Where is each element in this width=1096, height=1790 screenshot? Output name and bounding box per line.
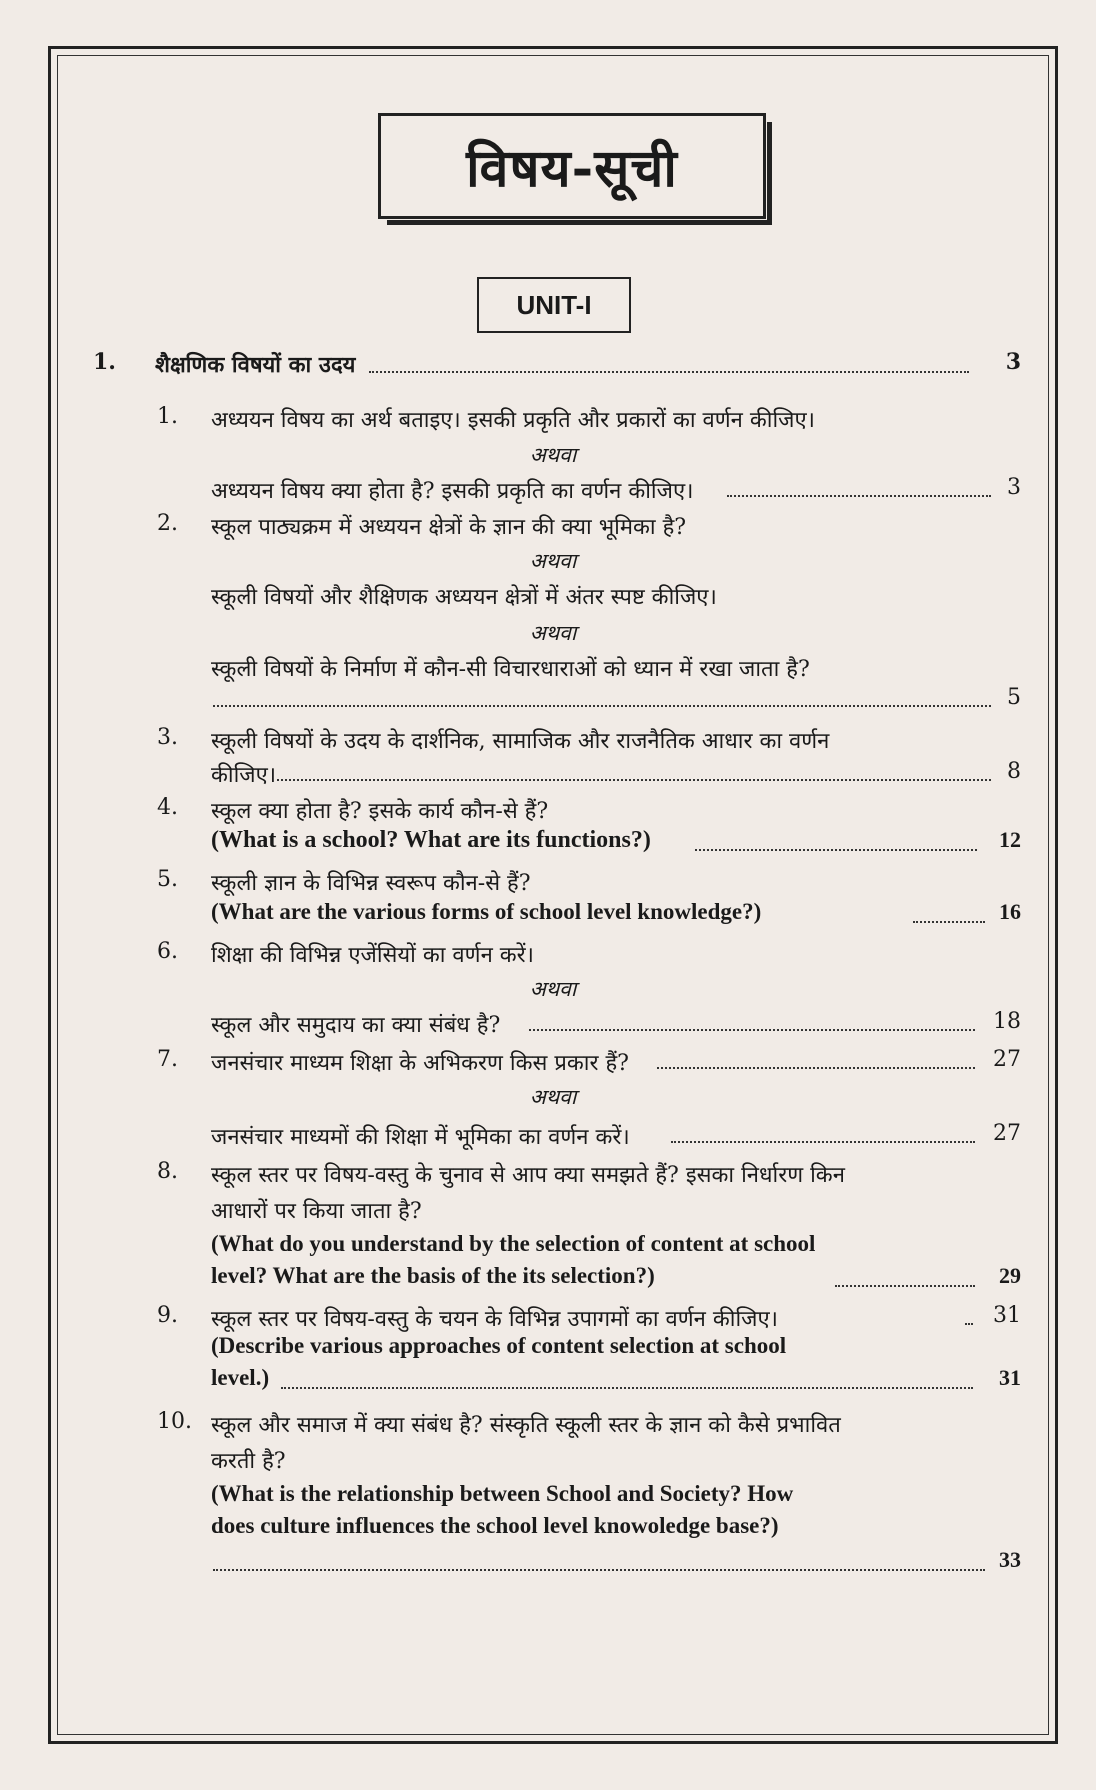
chapter-title: शैक्षणिक विषयों का उदय — [155, 352, 356, 378]
item-number: 9. — [157, 1303, 178, 1328]
item-question: स्कूल पाठ्यक्रम में अध्ययन क्षेत्रों के ज्ञान की क्या भूमिका है? — [211, 515, 687, 540]
item-page: 16 — [999, 899, 1021, 924]
item-number: 8. — [157, 1159, 178, 1184]
item-alt-question: स्कूली विषयों के निर्माण में कौन-सी विचारधाराओं को ध्यान में रखा जाता है? — [211, 657, 810, 682]
item-question: स्कूली विषयों के उदय के दार्शनिक, सामाजिक और राजनैतिक आधार का वर्णन — [211, 729, 830, 754]
item-number: 4. — [157, 795, 178, 820]
item-question: स्कूली ज्ञान के विभिन्न स्वरूप कौन-से हैं? — [211, 871, 531, 896]
item-alt-question: स्कूल और समुदाय का क्या संबंध है? — [211, 1013, 501, 1038]
leader — [213, 1569, 985, 1571]
item-number: 2. — [157, 511, 178, 536]
or-label: अथवा — [529, 549, 577, 573]
item-question: स्कूल और समाज में क्या संबंध है? संस्कृति स्कूली स्तर के ज्ञान को कैसे प्रभावित — [211, 1413, 841, 1438]
item-english-cont: level? What are the basis of the its selection?) — [211, 1263, 655, 1288]
contents-page — [48, 46, 1058, 1744]
or-label: अथवा — [529, 1085, 577, 1109]
item-page: 27 — [993, 1047, 1021, 1072]
leader — [657, 1067, 975, 1069]
item-question-cont: करती है? — [211, 1449, 286, 1474]
item-question-cont: आधारों पर किया जाता है? — [211, 1199, 422, 1224]
title-box — [378, 113, 766, 219]
chapter-page: 3 — [1005, 349, 1021, 375]
unit-box — [477, 277, 631, 333]
item-number: 6. — [157, 939, 178, 964]
leader — [277, 779, 991, 781]
leader — [913, 921, 985, 923]
item-question: स्कूल स्तर पर विषय-वस्तु के चुनाव से आप क्या समझते हैं? इसका निर्धारण किन — [211, 1163, 845, 1188]
item-english: (What is a school? What are its functions?) — [211, 827, 651, 853]
item-number: 1. — [157, 404, 178, 429]
item-english: (What are the various forms of school level knowledge?) — [211, 899, 762, 924]
item-english: (Describe various approaches of content selection at school — [211, 1333, 787, 1358]
leader — [965, 1323, 973, 1325]
item-page: 29 — [999, 1263, 1021, 1288]
item-page: 31 — [993, 1303, 1021, 1328]
item-page: 3 — [1007, 475, 1021, 500]
item-question: अध्ययन विषय का अर्थ बताइए। इसकी प्रकृति और प्रकारों का वर्णन कीजिए। — [211, 408, 816, 433]
leader — [695, 849, 977, 851]
leader — [671, 1141, 975, 1143]
item-question: स्कूल स्तर पर विषय-वस्तु के चयन के विभिन्न उपागमों का वर्णन कीजिए। — [211, 1307, 778, 1332]
leader — [835, 1285, 975, 1287]
leader — [529, 1029, 975, 1031]
item-page: 5 — [1007, 685, 1021, 710]
item-question: जनसंचार माध्यम शिक्षा के अभिकरण किस प्रकार हैं? — [211, 1051, 629, 1076]
page-title: विषय-सूची — [466, 137, 678, 199]
item-alt-question: स्कूली विषयों और शैक्षिणक अध्ययन क्षेत्रों में अंतर स्पष्ट कीजिए। — [211, 585, 717, 610]
item-page: 33 — [999, 1547, 1021, 1572]
item-number: 7. — [157, 1047, 178, 1072]
item-question-cont: कीजिए। — [211, 763, 277, 788]
leader — [213, 705, 991, 707]
or-label: अथवा — [529, 977, 577, 1001]
unit-label: UNIT-I — [516, 289, 592, 320]
item-page: 31 — [999, 1365, 1021, 1390]
chapter-leader — [369, 371, 969, 373]
item-english-cont: level.) — [211, 1365, 270, 1390]
item-english-cont: does culture influences the school level knowoledge base?) — [211, 1513, 779, 1538]
item-number: 5. — [157, 867, 178, 892]
item-number: 3. — [157, 725, 178, 750]
item-english: (What is the relationship between School and Society? How — [211, 1481, 794, 1506]
item-alt-question: अध्ययन विषय क्या होता है? इसकी प्रकृति का वर्णन कीजिए। — [211, 479, 694, 504]
item-page: 12 — [999, 827, 1021, 852]
item-question: स्कूल क्या होता है? इसके कार्य कौन-से हैं? — [211, 799, 549, 824]
or-label: अथवा — [529, 443, 577, 467]
item-page: 8 — [1007, 759, 1021, 784]
item-alt-question: जनसंचार माध्यमों की शिक्षा में भूमिका का वर्णन करें। — [211, 1125, 630, 1150]
item-page: 18 — [993, 1009, 1021, 1034]
item-question: शिक्षा की विभिन्न एजेंसियों का वर्णन करें। — [211, 943, 535, 968]
or-label: अथवा — [529, 621, 577, 645]
item-english: (What do you understand by the selection of content at school — [211, 1231, 816, 1256]
item-page: 27 — [993, 1121, 1021, 1146]
leader — [281, 1387, 973, 1389]
item-number: 10. — [157, 1409, 192, 1434]
chapter-number: 1. — [93, 349, 116, 375]
leader — [727, 495, 991, 497]
